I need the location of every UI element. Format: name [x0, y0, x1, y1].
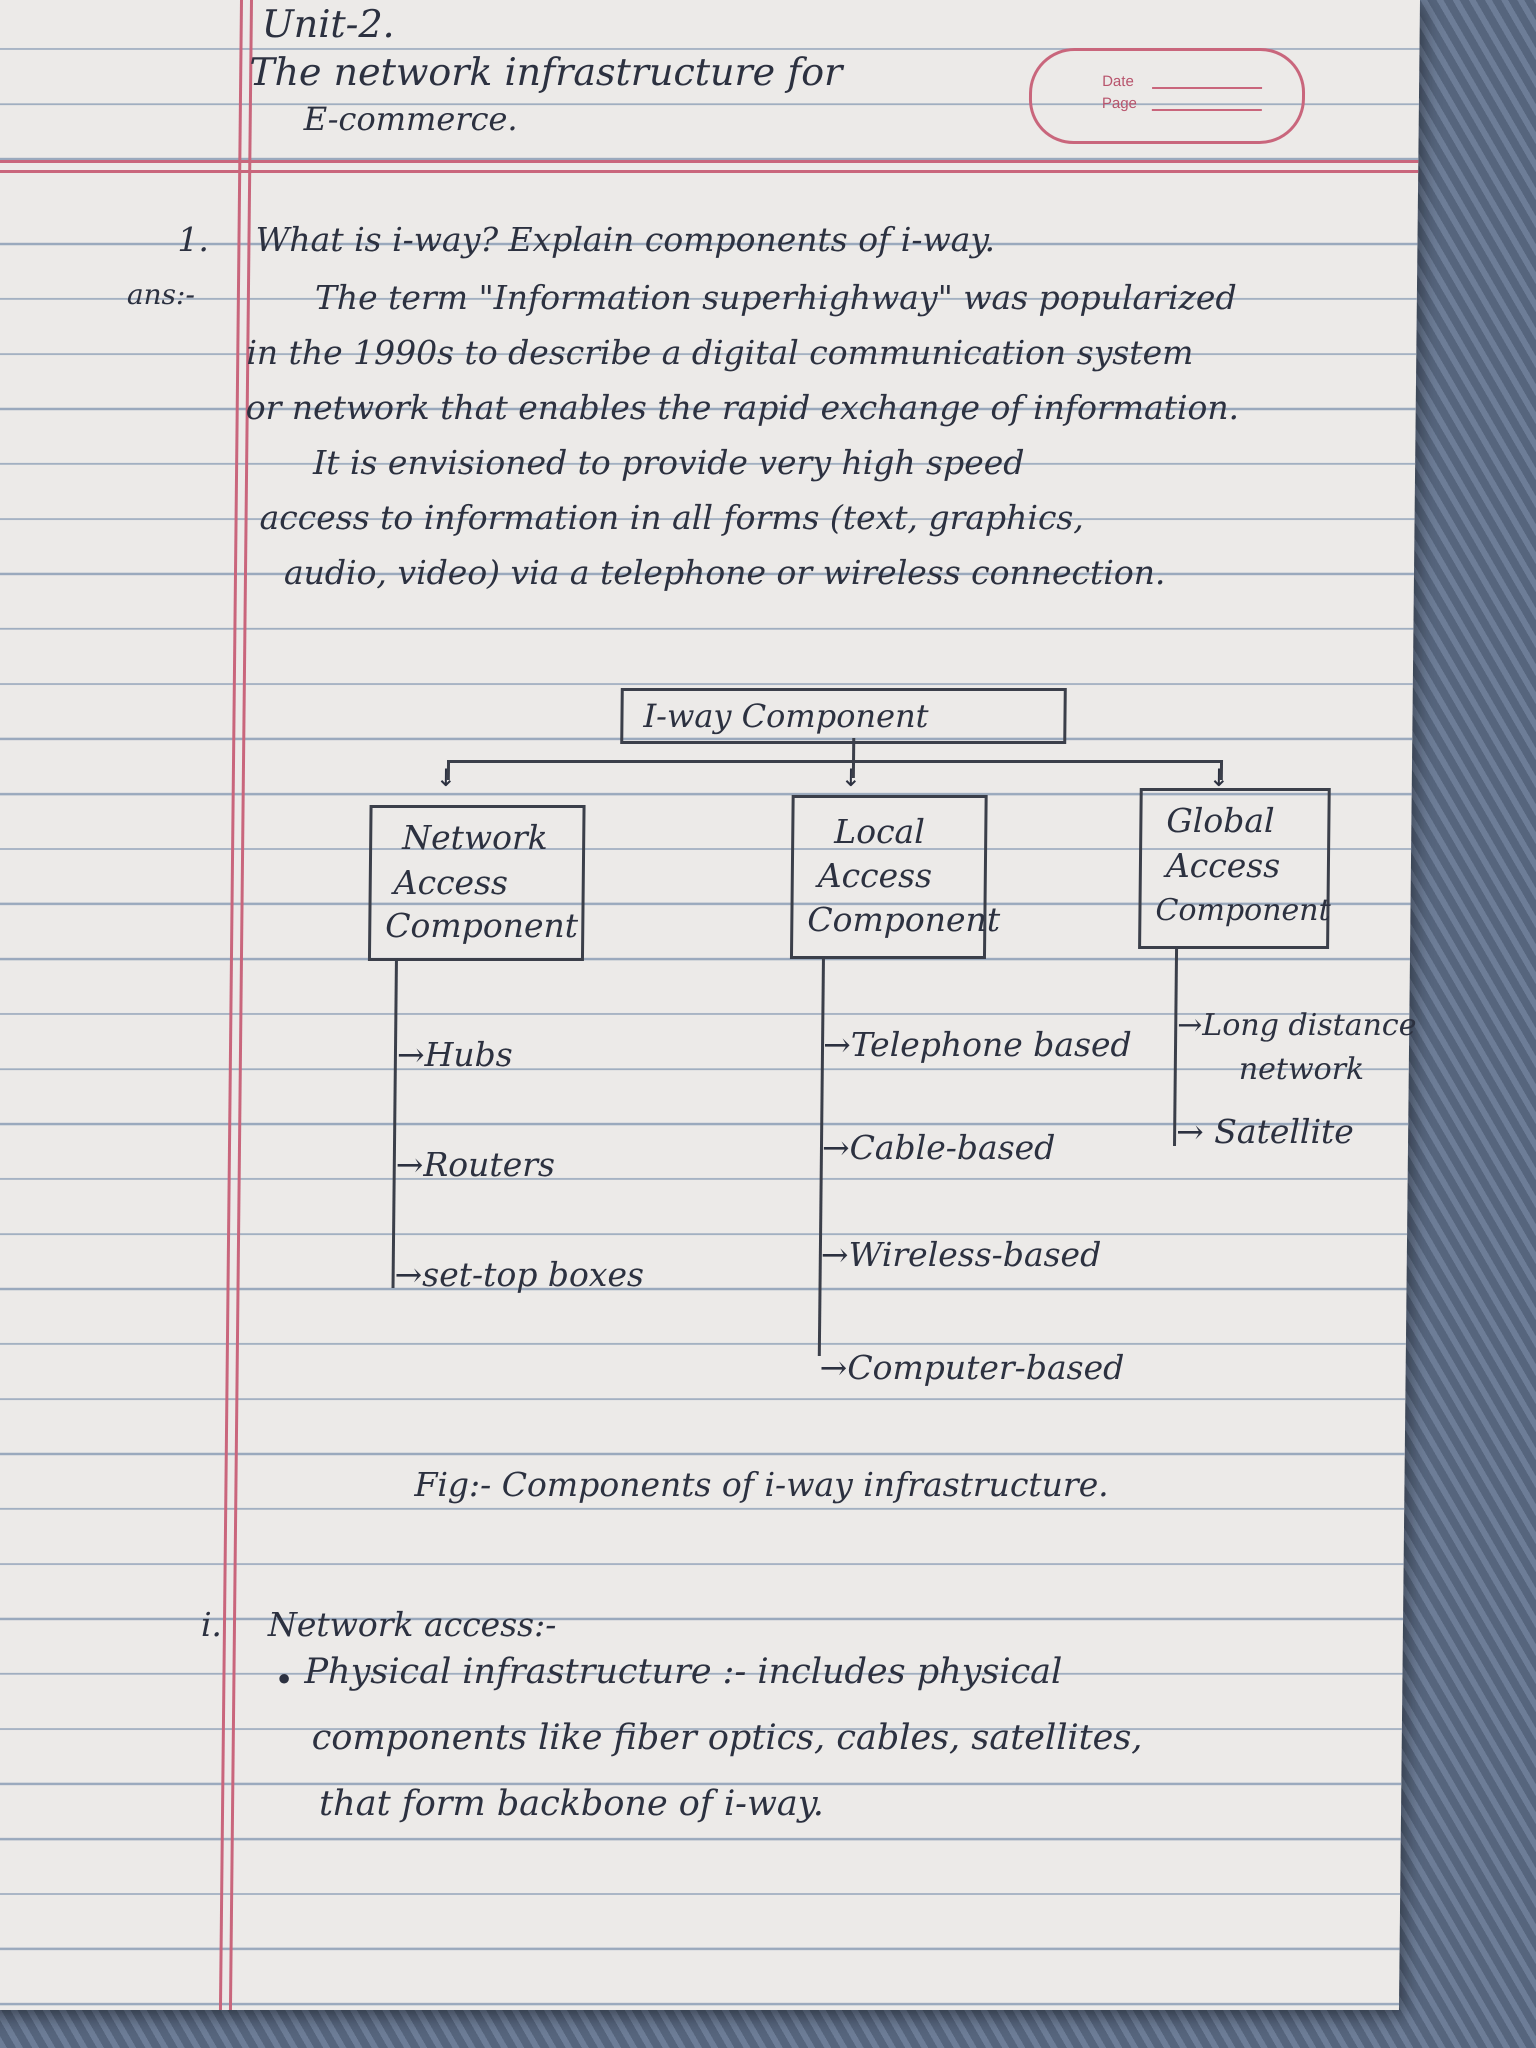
branch-item: →Telephone based	[822, 1025, 1132, 1064]
date-page-stamp	[1028, 48, 1305, 144]
answer-line: or network that enables the rapid exchange of information.	[245, 388, 1240, 427]
figure-caption: Fig:- Components of i-way infrastructure.	[414, 1465, 1109, 1504]
bullet-icon: •	[274, 1660, 295, 1699]
margin-line	[229, 0, 253, 2010]
branch-title-line: Global	[1166, 801, 1275, 840]
page-title-line2: E-commerce.	[303, 100, 518, 138]
branch-title-line: Local	[834, 812, 925, 851]
branch-title-line: Component	[1155, 893, 1331, 928]
stamp-page-line	[1152, 109, 1262, 111]
branch-title-line: Access	[1165, 846, 1281, 885]
branch-title-line: Network	[402, 818, 548, 857]
section-number: i.	[200, 1605, 223, 1644]
down-arrow-icon: ↓	[435, 764, 457, 792]
branch-item: →Hubs	[396, 1035, 513, 1074]
branch-title-line: Component	[385, 906, 579, 945]
branch-item: →Cable-based	[821, 1128, 1056, 1167]
diagram-root-box	[620, 688, 1067, 744]
section-line: Physical infrastructure :- includes physical	[304, 1652, 1063, 1692]
question-text: What is i-way? Explain components of i-way.	[255, 220, 996, 259]
answer-line: audio, video) via a telephone or wireless connection.	[283, 553, 1166, 592]
branch-stem	[392, 958, 398, 1288]
branch-item: →Long distance	[1177, 1008, 1417, 1043]
branch-item: network	[1238, 1052, 1365, 1087]
section-line: components like fiber optics, cables, satellites,	[311, 1718, 1143, 1758]
down-arrow-icon: ↓	[1208, 764, 1230, 792]
unit-label: Unit-2.	[261, 2, 396, 46]
branch-item: →Wireless-based	[820, 1235, 1102, 1274]
stamp-date-label: Date	[1102, 73, 1134, 90]
page-title-line1: The network infrastructure for	[249, 50, 843, 94]
branch-item: →Routers	[395, 1145, 556, 1184]
diagram-root-label: I-way Component	[643, 697, 929, 735]
answer-line: It is envisioned to provide very high speed	[312, 443, 1025, 482]
answer-label: ans:-	[126, 278, 196, 311]
branch-title-line: Component	[807, 900, 1001, 939]
header-rule	[0, 160, 1418, 163]
down-arrow-icon: ↓	[840, 764, 862, 792]
branch-item: →Computer-based	[819, 1348, 1125, 1387]
branch-item: → Satellite	[1175, 1112, 1355, 1151]
question-number: 1.	[177, 220, 210, 259]
global-access-box	[1138, 788, 1331, 949]
branch-title-line: Access	[393, 863, 509, 902]
answer-line: The term "Information superhighway" was popularized	[314, 278, 1237, 317]
answer-line: in the 1990s to describe a digital communication system	[246, 333, 1194, 372]
stamp-page-label: Page	[1101, 95, 1138, 112]
section-line: that form backbone of i-way.	[318, 1784, 825, 1824]
header-rule	[0, 170, 1418, 173]
branch-item: →set-top boxes	[394, 1255, 645, 1294]
section-heading: Network access:-	[267, 1605, 557, 1644]
diagram-connector	[447, 760, 1222, 763]
network-access-box	[368, 805, 586, 961]
branch-title-line: Access	[817, 856, 933, 895]
local-access-box	[790, 795, 1001, 959]
answer-line: access to information in all forms (text, graphics,	[259, 498, 1085, 537]
stamp-date-line	[1152, 87, 1262, 89]
